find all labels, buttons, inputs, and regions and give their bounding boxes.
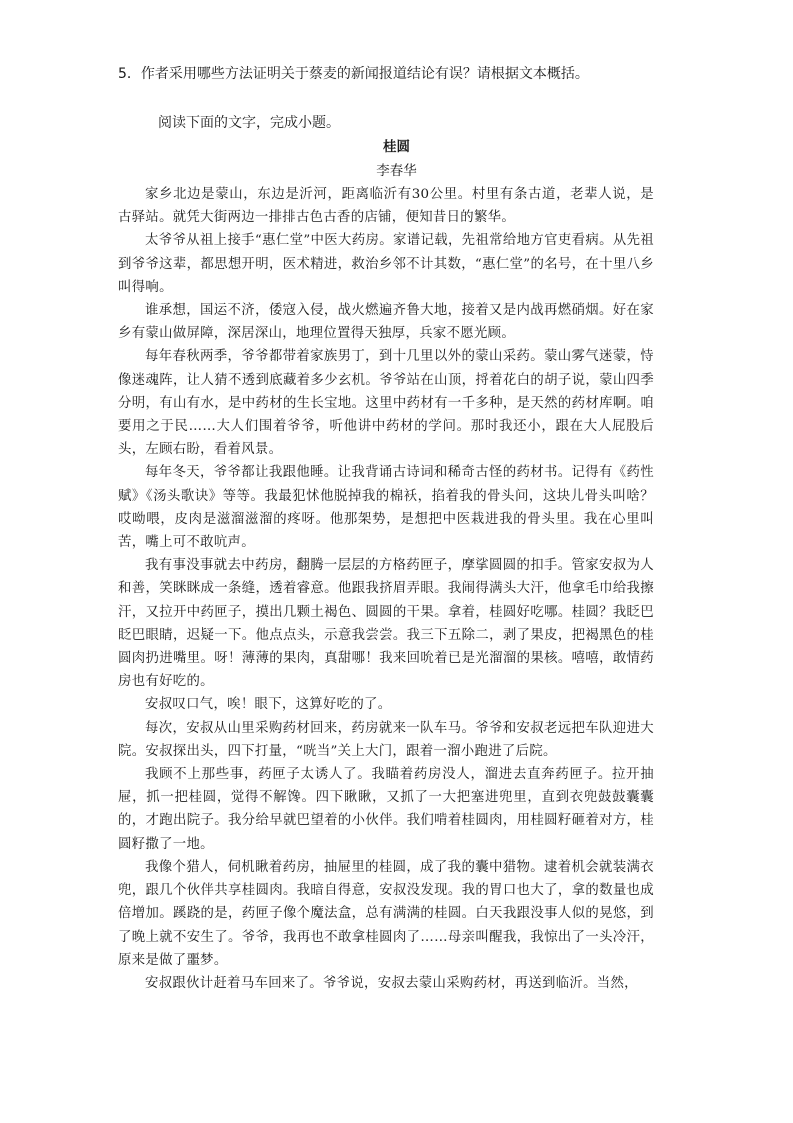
paragraph: 安叔跟伙计赶着马车回来了。爷爷说，安叔去蒙山采购药材，再送到临沂。当然， [145,975,638,991]
paragraph: 我像个猎人，伺机瞅着药房，抽屉里的桂圆，成了我的囊中猎物。逮着机会就装满衣兜，跟几个伙伴共享桂圆肉。我暗自得意，安叔没发现。我的胃口也大了，拿的数量也成倍增加。蹊跷的是，药匣子像个魔法盒，总有满满的桂圆。白天我跟没事人似的晃悠，到了晚上就不安生了。爷爷，我再也不敢拿桂圆肉了……母亲叫醒我，我惊出了一头冷汗，原来是做了噩梦。 [118,859,654,968]
paragraph: 太爷爷从祖上接手“惠仁堂”中医大药房。家谱记载，先祖常给地方官吏看病。从先祖到爷爷这辈，都思想开明，医术精进，救治乡邻不计其数，“惠仁堂”的名号，在十里八乡叫得响。 [118,233,654,295]
article-body [118,183,654,995]
article-author: 李春华 [376,163,417,179]
paragraph: 家乡北边是蒙山，东边是沂河，距离临沂有30公里。村里有条古道，老辈人说，是古驿站。就凭大街两边一排排古色古香的店铺，便知昔日的繁华。 [118,187,654,226]
question-5: 5．作者采用哪些方法证明关于蔡麦的新闻报道结论有误？请根据文本概括。 [118,66,589,82]
paragraph: 每年春秋两季，爷爷都带着家族男丁，到十几里以外的蒙山采药。蒙山雾气迷蒙，恃像迷魂阵，让人猜不透到底藏着多少玄机。爷爷站在山顶，捋着花白的胡子说，蒙山四季分明，有山有水，是中药材的生长宝地。这里中药材有一千多种，是天然的药材库啊。咱要用之于民……大人们围着爷爷，听他讲中药材的学问。那时我还小，跟在大人屁股后头，左顾右盼，看着风景。 [118,349,654,458]
reading-instruction: 阅读下面的文字，完成小题。 [158,115,340,131]
paragraph: 我有事没事就去中药房，翻腾一层层的方格药匣子，摩挲圆圆的扣手。管家安叔为人和善，笑眯眯成一条缝，透着睿意。他跟我挤眉弄眼。我闹得满头大汗，他拿毛巾给我擦汗，又拉开中药匣子，摸出几颗土褐色、圆圆的干果。拿着，桂圆好吃哪。桂圆？我眨巴眨巴眼睛，迟疑一下。他点点头，示意我尝尝。我三下五除二，剥了果皮，把褐黑色的桂圆肉扔进嘴里。呀！薄薄的果肉，真甜哪！我来回吮着已是光溜溜的果核。嘻嘻，敢情药房也有好吃的。 [118,558,654,690]
paragraph: 我顾不上那些事，药匣子太诱人了。我瞄着药房没人，溜进去直奔药匣子。拉开抽屉，抓一把桂圆，觉得不解馋。四下瞅瞅，又抓了一大把塞进兜里，直到衣兜鼓鼓囊囊的，才跑出院子。我分给早就巴望着的小伙伴。我们啃着桂圆肉，用桂圆籽砸着对方，桂圆籽撒了一地。 [118,767,654,852]
paragraph: 安叔叹口气，唉！眼下，这算好吃的了。 [145,697,392,713]
article-title: 桂圆 [383,139,410,155]
paragraph: 每次，安叔从山里采购药材回来，药房就来一队车马。爷爷和安叔老远把车队迎进大院。安叔探出头，四下打量，“咣当”关上大门，跟着一溜小跑进了后院。 [118,720,654,759]
paragraph: 每年冬天，爷爷都让我跟他睡。让我背诵古诗词和稀奇古怪的药材书。记得有《药性赋》《汤头歌诀》等等。我最犯怵他脱掉我的棉袄，掐着我的骨头问，这块儿骨头叫啥？哎呦喂，皮肉是滋溜滋溜的疼呀。他那架势，是想把中医栽进我的骨头里。我在心里叫苦，嘴上可不敢吭声。 [118,465,654,551]
paragraph: 谁承想，国运不济，倭寇入侵，战火燃遍齐鲁大地，接着又是内战再燃硝烟。好在家乡有蒙山做屏障，深居深山，地理位置得天独厚，兵家不愿光顾。 [118,303,654,342]
